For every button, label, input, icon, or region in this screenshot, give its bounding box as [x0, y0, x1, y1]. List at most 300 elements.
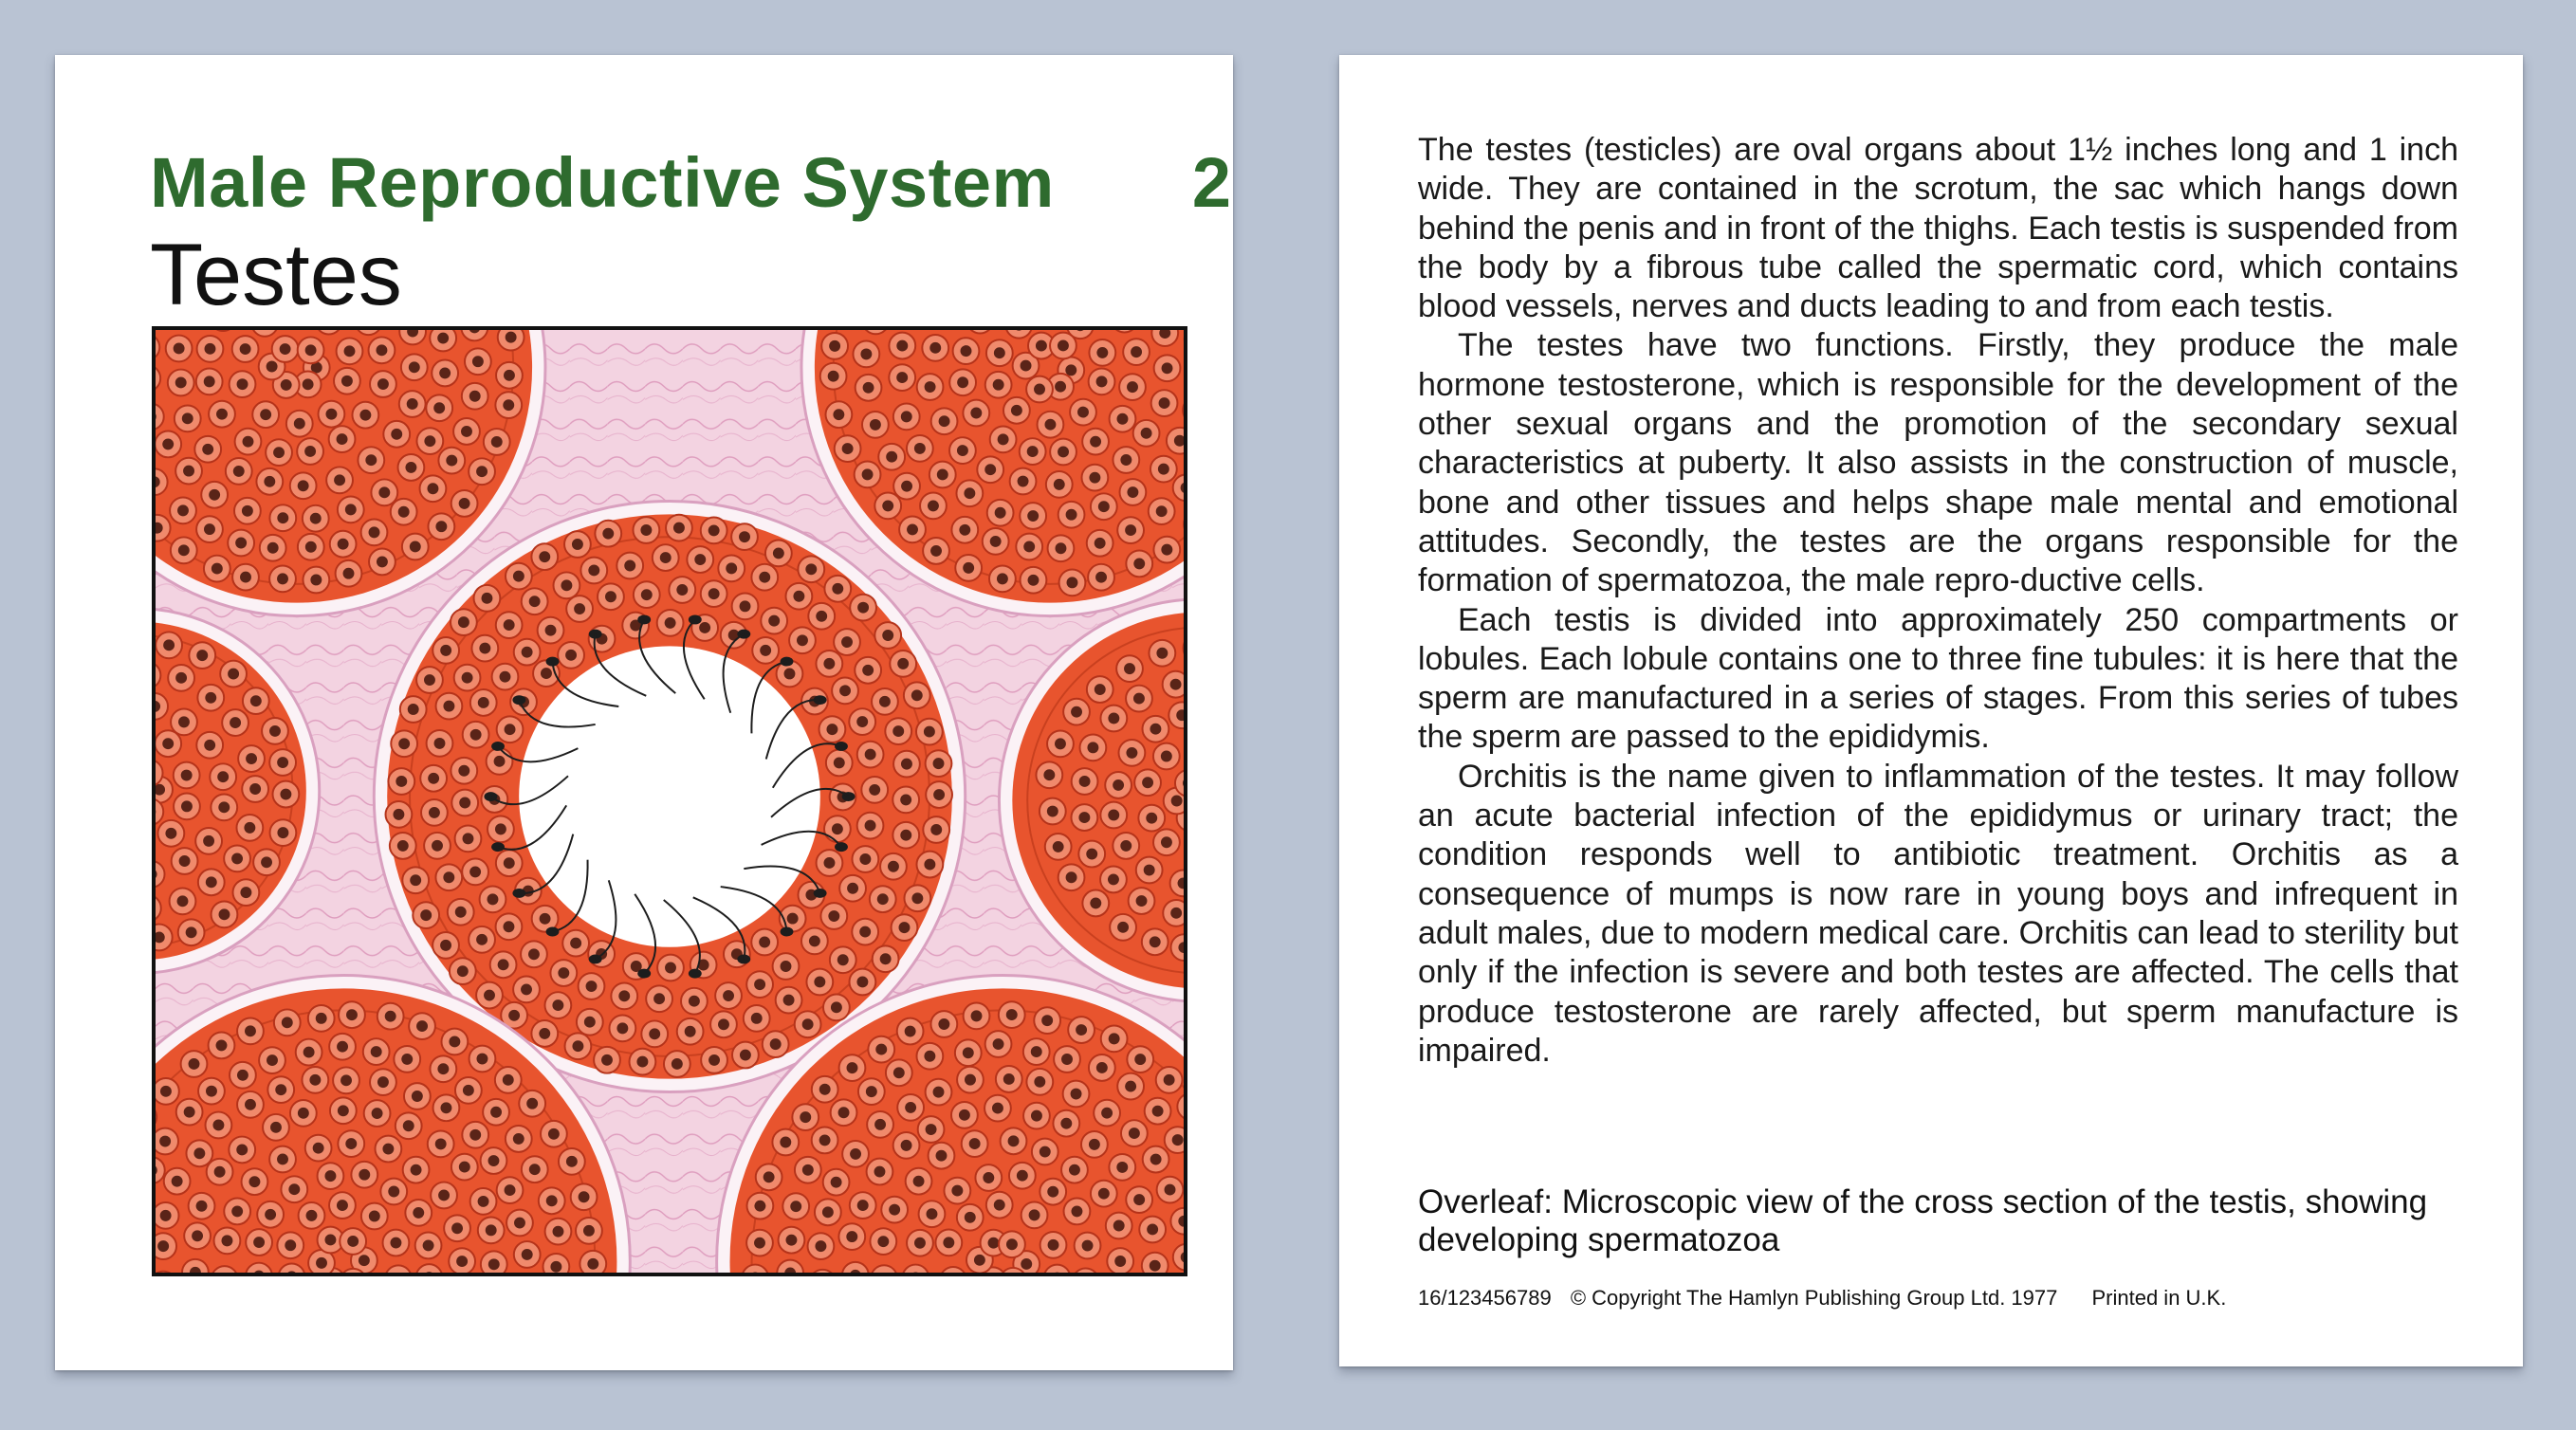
- publisher-footer: [1418, 1286, 2461, 1311]
- cell-nucleus: [504, 619, 515, 631]
- cell-nucleus: [1079, 776, 1091, 787]
- cell-nucleus: [927, 1208, 938, 1219]
- cell-nucleus: [1040, 1146, 1051, 1158]
- cell-nucleus: [1158, 464, 1169, 475]
- cell-nucleus: [205, 343, 216, 355]
- cell-nucleus: [1156, 648, 1168, 659]
- cell-nucleus: [1043, 769, 1055, 780]
- cell-nucleus: [1047, 1186, 1058, 1198]
- cell-nucleus: [870, 419, 881, 431]
- cell-nucleus: [925, 381, 936, 393]
- cell-nucleus: [277, 573, 288, 584]
- cell-nucleus: [1172, 1134, 1184, 1146]
- cell-nucleus: [759, 937, 770, 948]
- card-number: 2: [1191, 143, 1231, 222]
- cell-nucleus: [228, 669, 239, 680]
- cell-nucleus: [933, 789, 945, 800]
- cell-nucleus: [250, 695, 262, 706]
- cell-nucleus: [494, 756, 506, 767]
- cell-nucleus: [992, 1103, 1003, 1114]
- paragraph-orchitis: Orchitis is the name given to inflammation of the testes. It may follow an acute bacterial infection of the epididymus or urinary tract; the condition responds well to antibiotic treatment. Orchitis as a consequence of mumps is now rare in young boys and infrequent in adult males, due to modern medical care. Orchitis can lead to sterility but only if the infection is severe and both testes are affected. The cells that produce testosterone are rarely affected, but sperm manufacture is impaired.: [1418, 758, 2458, 1069]
- cell-nucleus: [277, 757, 288, 768]
- cell-nucleus: [240, 887, 251, 898]
- cell-nucleus: [874, 1119, 886, 1130]
- cell-nucleus: [1161, 836, 1172, 848]
- cell-nucleus: [959, 1109, 970, 1121]
- cell-nucleus: [546, 1195, 558, 1206]
- cell-nucleus: [288, 1183, 300, 1195]
- cell-nucleus: [841, 636, 853, 648]
- cell-nucleus: [237, 378, 248, 390]
- cell-nucleus: [347, 1236, 359, 1247]
- cell-nucleus: [689, 996, 700, 1007]
- cell-nucleus: [797, 634, 808, 646]
- cell-nucleus: [209, 489, 220, 501]
- cell-nucleus: [1096, 347, 1108, 358]
- cell-nucleus: [521, 983, 532, 995]
- cell-nucleus: [708, 524, 720, 536]
- cell-nucleus: [994, 1200, 1005, 1211]
- cell-nucleus: [930, 545, 942, 557]
- cell-nucleus: [583, 1225, 595, 1237]
- cell-nucleus: [340, 1074, 352, 1086]
- cell-nucleus: [1034, 384, 1045, 395]
- cell-nucleus: [163, 639, 175, 651]
- cell-nucleus: [505, 724, 516, 735]
- cell-nucleus: [928, 500, 939, 511]
- cell-nucleus: [503, 399, 514, 411]
- cell-nucleus: [1082, 1240, 1094, 1252]
- cell-nucleus: [1095, 538, 1106, 549]
- cell-nucleus: [470, 729, 482, 741]
- cell-nucleus: [316, 1257, 327, 1269]
- cell-nucleus: [859, 926, 871, 938]
- cell-nucleus: [265, 1209, 276, 1220]
- cell-nucleus: [1056, 542, 1067, 554]
- cell-nucleus: [184, 1107, 195, 1118]
- cell-nucleus: [192, 1230, 203, 1241]
- cell-nucleus: [1096, 376, 1108, 387]
- cell-nucleus: [839, 685, 851, 696]
- cell-nucleus: [965, 1212, 976, 1223]
- cell-nucleus: [341, 376, 353, 387]
- cell-nucleus: [267, 1054, 278, 1066]
- cell-nucleus: [478, 697, 489, 708]
- cell-nucleus: [971, 1010, 983, 1021]
- cell-nucleus: [165, 828, 176, 839]
- cell-nucleus: [824, 857, 836, 869]
- cell-nucleus: [961, 345, 972, 357]
- cell-nucleus: [393, 809, 404, 820]
- cell-nucleus: [1164, 1074, 1175, 1086]
- cell-nucleus: [245, 1025, 256, 1036]
- cell-nucleus: [759, 572, 770, 583]
- cell-nucleus: [1090, 436, 1101, 448]
- cell-nucleus: [432, 840, 443, 852]
- cell-nucleus: [479, 643, 490, 654]
- cell-nucleus: [1054, 479, 1065, 490]
- cell-nucleus: [264, 476, 275, 487]
- cell-nucleus: [814, 977, 825, 988]
- cell-nucleus: [236, 1144, 248, 1155]
- cell-nucleus: [572, 539, 583, 550]
- cell-nucleus: [248, 1176, 260, 1187]
- cell-nucleus: [484, 990, 495, 1001]
- cell-nucleus: [553, 1226, 564, 1238]
- cell-nucleus: [463, 833, 474, 844]
- cell-nucleus: [1071, 706, 1082, 718]
- cell-nucleus: [1060, 1118, 1072, 1129]
- cell-nucleus: [1171, 796, 1183, 807]
- cell-nucleus: [640, 524, 652, 536]
- cell-nucleus: [1113, 1220, 1125, 1232]
- cell-nucleus: [221, 1235, 232, 1246]
- cell-nucleus: [1008, 1135, 1020, 1146]
- cell-nucleus: [1117, 922, 1129, 933]
- cell-nucleus: [476, 466, 488, 477]
- cell-nucleus: [924, 1051, 935, 1062]
- cell-nucleus: [1124, 663, 1135, 674]
- cell-nucleus: [183, 466, 194, 477]
- cell-nucleus: [1101, 1108, 1113, 1119]
- cell-nucleus: [438, 1190, 450, 1201]
- cell-nucleus: [862, 665, 874, 676]
- cell-nucleus: [240, 343, 251, 355]
- cell-nucleus: [281, 379, 292, 391]
- cell-nucleus: [205, 692, 216, 704]
- cell-nucleus: [503, 1074, 514, 1086]
- cell-nucleus: [398, 506, 410, 518]
- cell-nucleus: [1058, 447, 1069, 458]
- cell-nucleus: [416, 1020, 428, 1032]
- cell-nucleus: [178, 544, 190, 556]
- cell-nucleus: [829, 340, 840, 352]
- cell-nucleus: [1116, 1162, 1128, 1173]
- cell-nucleus: [860, 348, 872, 359]
- cell-nucleus: [472, 356, 484, 367]
- cell-nucleus: [886, 451, 897, 463]
- cell-nucleus: [488, 1258, 500, 1270]
- cell-nucleus: [823, 658, 835, 669]
- cell-nucleus: [809, 935, 820, 946]
- cell-nucleus: [1127, 381, 1138, 393]
- cell-nucleus: [513, 1133, 524, 1145]
- cell-nucleus: [842, 443, 854, 454]
- cell-nucleus: [754, 1238, 765, 1249]
- cell-nucleus: [162, 738, 174, 749]
- cell-nucleus: [181, 800, 193, 812]
- cell-nucleus: [718, 1018, 729, 1030]
- cell-nucleus: [478, 1196, 489, 1207]
- cell-nucleus: [382, 1144, 394, 1155]
- cell-nucleus: [984, 464, 996, 475]
- cell-nucleus: [377, 1076, 389, 1088]
- cell-nucleus: [584, 1017, 596, 1028]
- cell-nucleus: [435, 1138, 447, 1149]
- series-title: Male Reproductive System: [150, 143, 1055, 222]
- cell-nucleus: [1098, 1188, 1110, 1200]
- cell-nucleus: [1021, 360, 1032, 372]
- cell-nucleus: [846, 1231, 857, 1242]
- cell-nucleus: [345, 504, 357, 515]
- cell-nucleus: [377, 556, 388, 567]
- cell-nucleus: [1134, 1054, 1146, 1065]
- cell-nucleus: [869, 784, 880, 796]
- cell-nucleus: [588, 565, 599, 577]
- cell-nucleus: [877, 893, 889, 905]
- cell-nucleus: [770, 1038, 782, 1050]
- cell-nucleus: [160, 1210, 172, 1221]
- cell-nucleus: [1095, 572, 1107, 583]
- cell-nucleus: [1071, 1089, 1082, 1100]
- cell-nucleus: [219, 908, 230, 920]
- cell-nucleus: [857, 602, 869, 614]
- cell-nucleus: [376, 344, 387, 356]
- cell-nucleus: [1058, 340, 1069, 352]
- cell-nucleus: [231, 852, 243, 864]
- cell-nucleus: [938, 1018, 949, 1030]
- cell-nucleus: [157, 1240, 169, 1252]
- cell-nucleus: [371, 1046, 382, 1057]
- cell-nucleus: [244, 822, 255, 834]
- cell-nucleus: [888, 861, 899, 872]
- cell-nucleus: [1161, 751, 1172, 762]
- cell-nucleus: [235, 538, 247, 549]
- cell-nucleus: [310, 513, 322, 524]
- cell-nucleus: [754, 1201, 765, 1212]
- cell-nucleus: [1069, 1164, 1080, 1176]
- cell-nucleus: [933, 758, 945, 769]
- cell-nucleus: [1006, 1238, 1018, 1250]
- cell-nucleus: [1047, 806, 1058, 817]
- cell-nucleus: [202, 444, 213, 455]
- cell-nucleus: [832, 823, 843, 834]
- testis-cross-section-illustration: [152, 326, 1187, 1276]
- cell-nucleus: [1044, 419, 1056, 431]
- cell-nucleus: [1011, 405, 1022, 416]
- cell-nucleus: [305, 541, 317, 553]
- cell-nucleus: [1003, 1073, 1015, 1085]
- cell-nucleus: [245, 1099, 256, 1110]
- cell-nucleus: [768, 615, 780, 627]
- cell-nucleus: [1108, 873, 1119, 885]
- cell-nucleus: [889, 1204, 900, 1216]
- cell-nucleus: [936, 1150, 948, 1162]
- cell-nucleus: [780, 1137, 791, 1148]
- cell-nucleus: [437, 333, 449, 344]
- histology-drawing: [156, 330, 1184, 1273]
- cell-nucleus: [783, 995, 795, 1006]
- cell-nucleus: [911, 892, 923, 904]
- cell-nucleus: [491, 436, 503, 448]
- cell-nucleus: [785, 1235, 797, 1246]
- cell-nucleus: [204, 523, 215, 535]
- cell-nucleus: [246, 753, 257, 764]
- cell-nucleus: [424, 435, 435, 447]
- cell-nucleus: [522, 647, 533, 658]
- cell-nucleus: [586, 981, 598, 992]
- cell-nucleus: [346, 1009, 358, 1020]
- cell-nucleus: [815, 1240, 826, 1252]
- cell-nucleus: [990, 536, 1002, 547]
- cell-nucleus: [1150, 1260, 1161, 1272]
- cell-nucleus: [665, 617, 676, 629]
- cell-nucleus: [601, 1054, 613, 1066]
- cell-nucleus: [939, 415, 950, 427]
- cell-nucleus: [498, 959, 509, 970]
- cell-nucleus: [196, 1201, 208, 1212]
- cell-nucleus: [965, 1074, 976, 1086]
- cell-nucleus: [616, 1022, 628, 1034]
- cell-nucleus: [1108, 810, 1119, 821]
- cell-nucleus: [270, 1122, 282, 1133]
- cell-nucleus: [1133, 1194, 1145, 1205]
- cell-nucleus: [877, 1236, 889, 1247]
- cell-nucleus: [896, 340, 908, 352]
- cell-nucleus: [879, 696, 891, 707]
- cell-nucleus: [206, 1086, 217, 1097]
- cell-nucleus: [253, 1237, 265, 1248]
- cell-nucleus: [857, 1200, 869, 1211]
- cell-nucleus: [391, 429, 402, 440]
- cell-nucleus: [203, 835, 214, 847]
- cell-nucleus: [653, 993, 665, 1004]
- cell-nucleus: [440, 645, 451, 656]
- cell-nucleus: [324, 1170, 336, 1182]
- cell-nucleus: [313, 1143, 324, 1154]
- cell-nucleus: [565, 650, 577, 661]
- cell-nucleus: [699, 622, 710, 633]
- cell-nucleus: [1006, 1009, 1018, 1020]
- cell-nucleus: [998, 433, 1009, 445]
- cell-nucleus: [1023, 541, 1035, 553]
- cell-nucleus: [429, 807, 440, 818]
- cell-nucleus: [602, 528, 614, 540]
- cell-nucleus: [249, 783, 261, 795]
- cell-nucleus: [1089, 472, 1100, 484]
- cell-nucleus: [863, 382, 874, 394]
- card-front: [55, 55, 1233, 1370]
- cell-nucleus: [760, 645, 771, 656]
- cell-nucleus: [914, 443, 926, 454]
- cell-nucleus: [899, 922, 911, 933]
- cell-nucleus: [440, 940, 451, 951]
- cell-nucleus: [212, 563, 223, 575]
- paragraph-anatomy: The testes (testicles) are oval organs about 1½ inches long and 1 inch wide. They are contained in the scrotum, the sac which hangs down behind the penis and in front of the thighs. Each testis is suspended from the body by a fibrous tube called the spermatic cord, which contains blood vessels, nerves and ducts leading to and from each testis.: [1418, 132, 2458, 325]
- cell-nucleus: [838, 1107, 850, 1118]
- cell-nucleus: [901, 481, 912, 492]
- cell-nucleus: [739, 531, 750, 542]
- cell-nucleus: [506, 332, 517, 343]
- cell-nucleus: [850, 1148, 861, 1160]
- cell-nucleus: [459, 798, 470, 809]
- cell-nucleus: [901, 1140, 912, 1151]
- cell-nucleus: [773, 547, 784, 559]
- cell-nucleus: [1086, 849, 1097, 860]
- cell-nucleus: [874, 1166, 886, 1178]
- cell-nucleus: [865, 749, 876, 761]
- cell-nucleus: [605, 591, 616, 602]
- cell-nucleus: [443, 701, 454, 712]
- cell-nucleus: [828, 910, 839, 922]
- cell-nucleus: [1090, 897, 1101, 908]
- cell-nucleus: [1065, 364, 1076, 376]
- paragraph-functions: The testes have two functions. Firstly, they produce the male hormone testosterone, which is responsible for the development of the other sexual organs and the promotion of the secondary sexual characteristics at puberty. It also assists in the construction of muscle, bone and other tissues and helps shape male mental and emotional attitudes. Secondly, the testes are the organs responsible for the formation of spermatozoa, the male repro-ductive cells.: [1418, 327, 2458, 599]
- cell-nucleus: [708, 588, 720, 599]
- cell-nucleus: [805, 563, 817, 575]
- cell-nucleus: [959, 524, 970, 536]
- cell-nucleus: [338, 539, 349, 550]
- cell-nucleus: [787, 913, 799, 925]
- cell-nucleus: [1018, 476, 1029, 487]
- cell-nucleus: [1028, 575, 1040, 586]
- cell-nucleus: [793, 591, 804, 602]
- cell-nucleus: [1165, 1184, 1176, 1196]
- cell-nucleus: [859, 853, 871, 865]
- cell-nucleus: [649, 1028, 660, 1039]
- cell-nucleus: [552, 999, 563, 1011]
- cell-nucleus: [267, 542, 279, 554]
- cell-nucleus: [1162, 362, 1173, 374]
- cell-nucleus: [740, 600, 751, 612]
- cell-nucleus: [558, 967, 569, 979]
- cell-nucleus: [539, 551, 550, 562]
- cell-nucleus: [437, 1063, 449, 1074]
- cell-nucleus: [423, 1239, 434, 1251]
- cell-nucleus: [193, 1147, 205, 1159]
- cell-nucleus: [504, 857, 515, 869]
- cell-nucleus: [751, 1013, 763, 1024]
- cell-nucleus: [933, 1087, 945, 1098]
- cell-nucleus: [413, 1207, 424, 1219]
- copyright-notice: © Copyright The Hamlyn Publishing Group Ltd. 1977: [1570, 1286, 2058, 1310]
- cell-nucleus: [865, 820, 876, 832]
- cell-nucleus: [196, 650, 208, 661]
- cell-nucleus: [1159, 397, 1170, 409]
- cell-nucleus: [694, 554, 706, 565]
- cell-nucleus: [1078, 812, 1090, 823]
- cell-nucleus: [1017, 1170, 1028, 1182]
- cell-nucleus: [343, 568, 355, 579]
- cell-nucleus: [866, 1086, 877, 1097]
- cell-nucleus: [261, 856, 272, 868]
- cell-nucleus: [451, 1222, 463, 1234]
- cell-nucleus: [1077, 407, 1089, 418]
- cell-nucleus: [1048, 1239, 1059, 1251]
- cell-nucleus: [1127, 486, 1138, 498]
- cell-nucleus: [847, 1062, 858, 1073]
- overleaf-caption: Overleaf: Microscopic view of the cross section of the testis, showing developing spermatozoa: [1418, 1183, 2428, 1258]
- cell-nucleus: [974, 1255, 985, 1266]
- paragraph-lobules: Each testis is divided into approximately 250 compartments or lobules. Each lobule contains one to three fine tubules: it is here that the sperm are manufactured in a series of stages. From this series of tubes the sperm are passed to the epididymis.: [1418, 601, 2458, 756]
- cell-nucleus: [566, 1156, 578, 1167]
- cell-nucleus: [862, 468, 874, 480]
- cell-nucleus: [457, 965, 469, 977]
- cell-nucleus: [316, 1013, 327, 1024]
- cell-nucleus: [541, 668, 552, 679]
- cell-nucleus: [673, 522, 685, 534]
- cell-nucleus: [500, 671, 511, 683]
- cell-nucleus: [957, 445, 968, 456]
- cell-nucleus: [708, 1054, 720, 1066]
- cell-nucleus: [618, 990, 630, 1001]
- cell-nucleus: [214, 1166, 226, 1178]
- cell-nucleus: [186, 926, 197, 938]
- cell-nucleus: [1034, 1076, 1045, 1088]
- cell-nucleus: [1120, 454, 1132, 466]
- cell-nucleus: [900, 830, 911, 841]
- cell-nucleus: [880, 953, 892, 964]
